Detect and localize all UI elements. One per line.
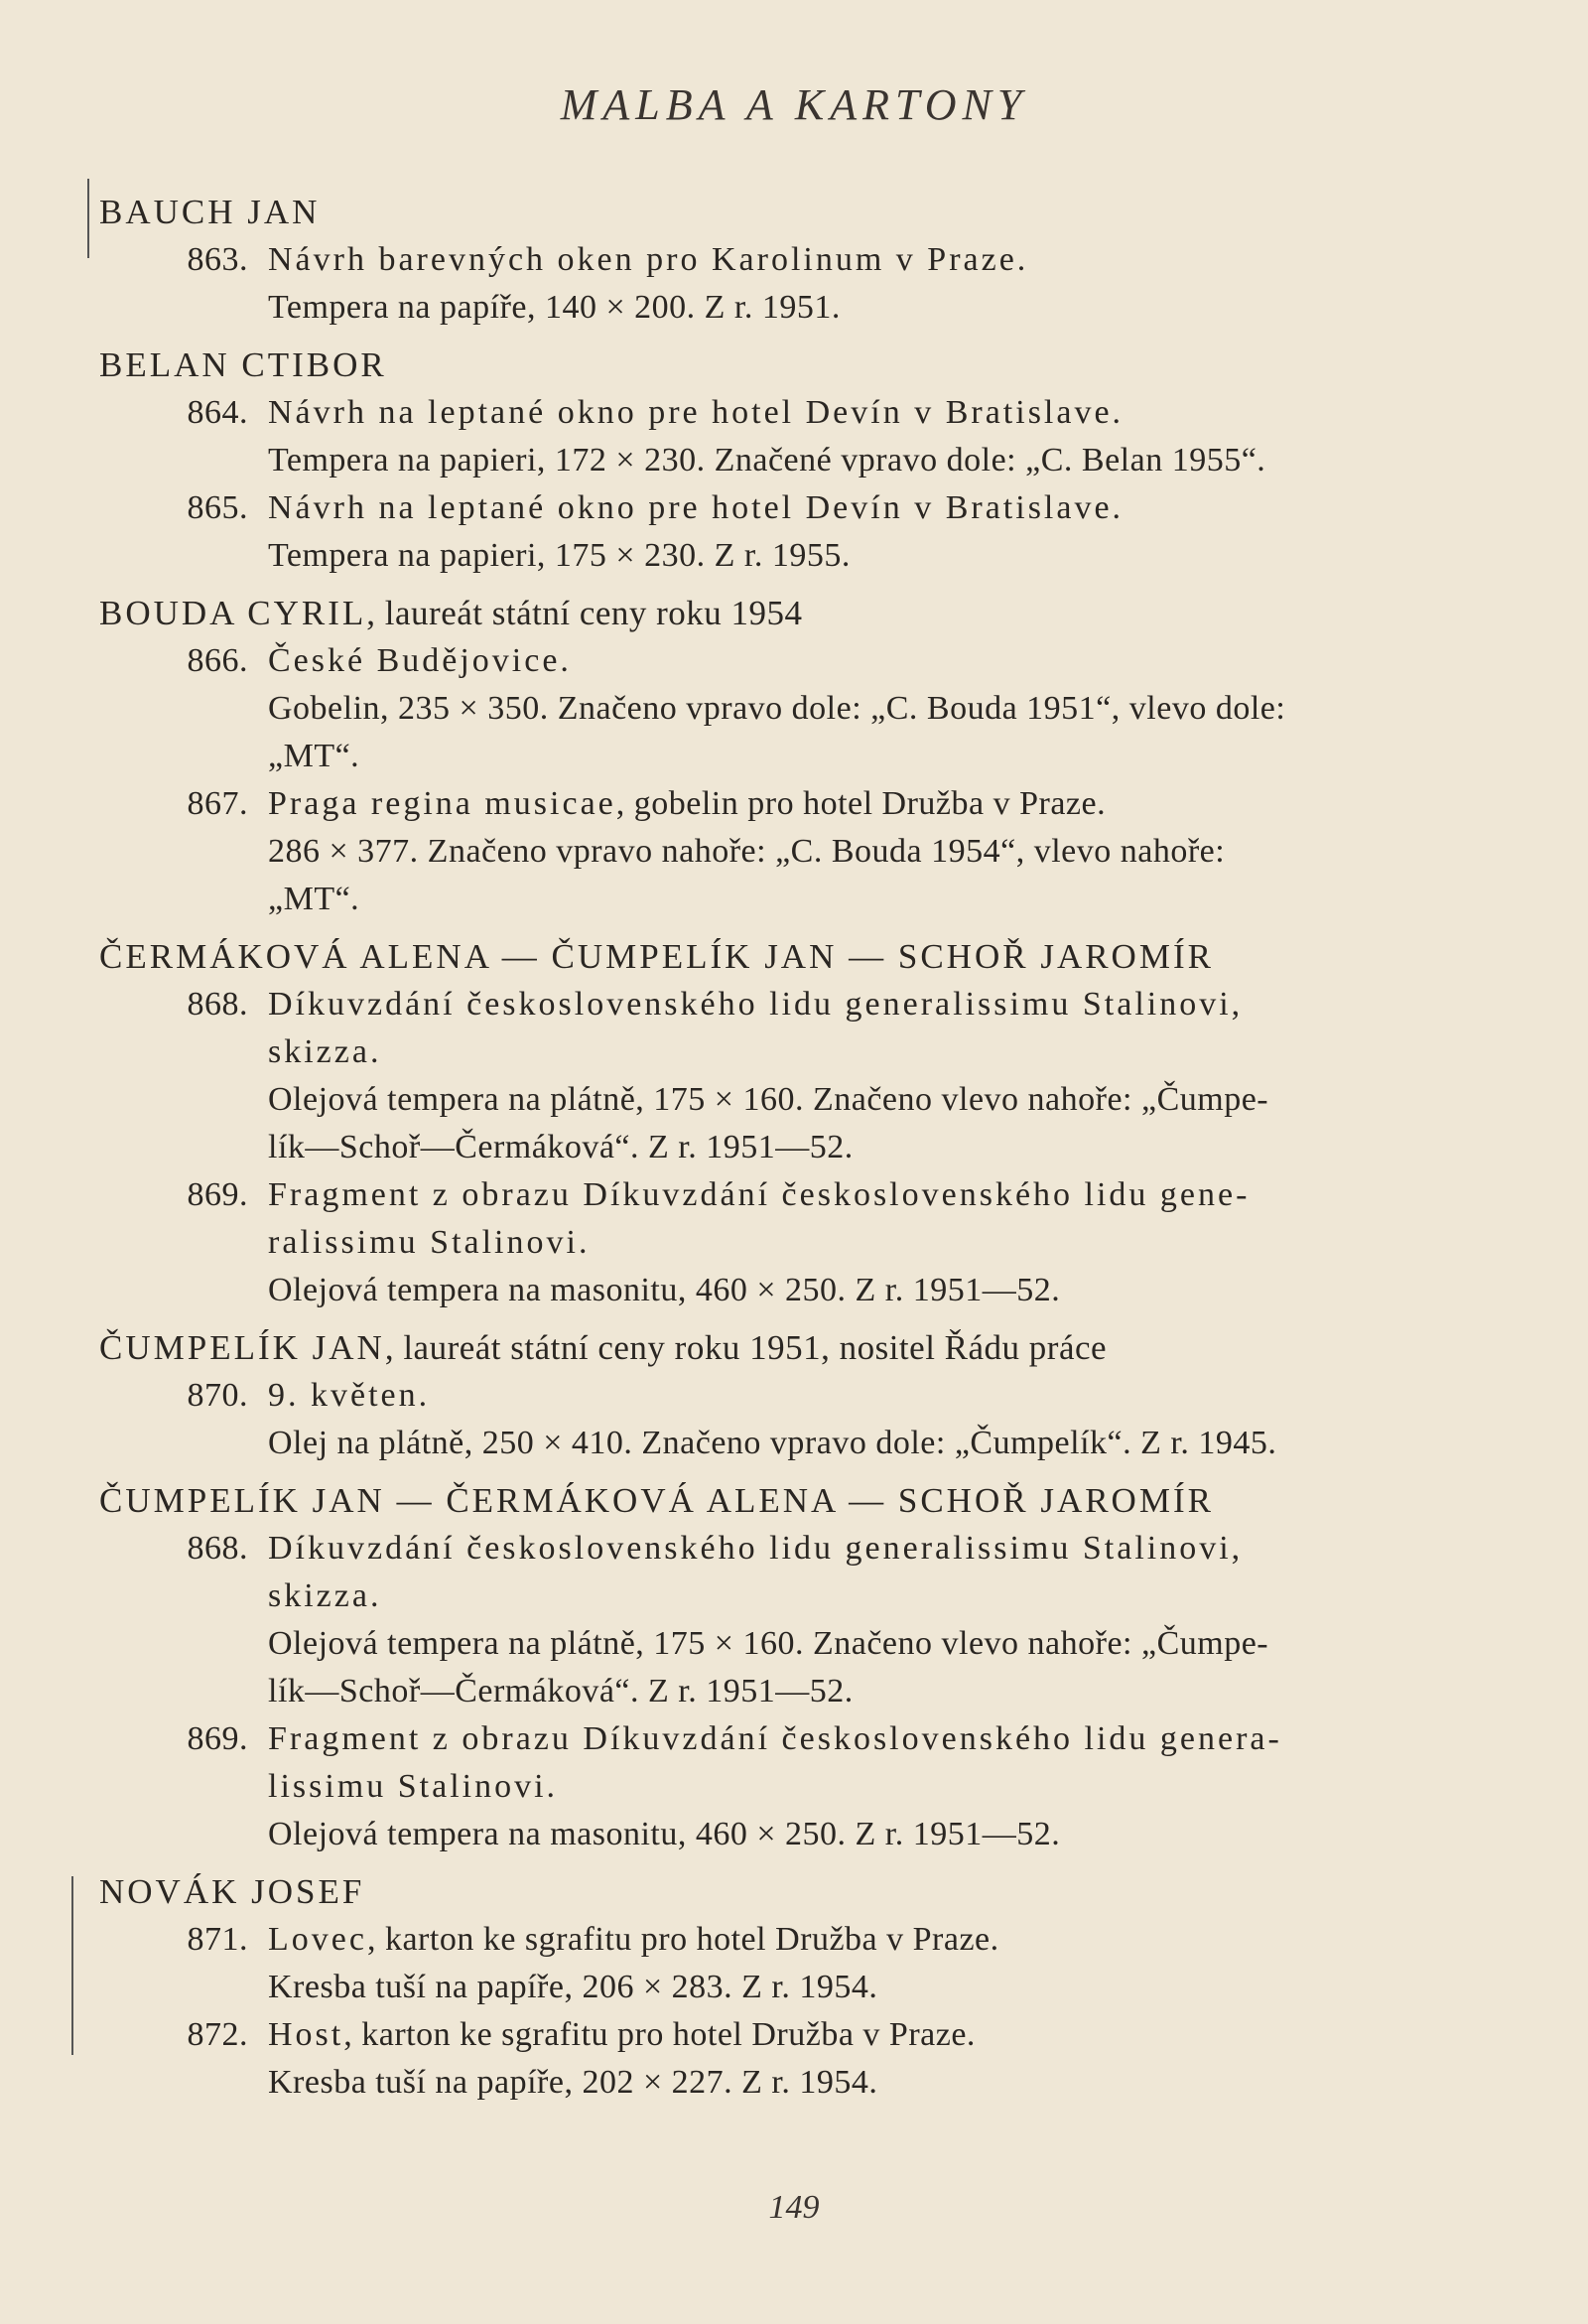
entry-detail: Olej na plátně, 250 × 410. Značeno vpravo dole: „Čumpelík“. Z r. 1945. (268, 1425, 1277, 1461)
entry-detail: Tempera na papíře, 140 × 200. Z r. 1951. (268, 289, 841, 326)
entry-detail: lík—Schoř—Čermáková“. Z r. 1951—52. (268, 1673, 854, 1709)
entry-title-line (268, 1171, 1519, 1219)
entry-title-line (268, 1916, 1519, 1964)
entry-title-line (268, 2011, 1519, 2059)
artist-heading (99, 189, 1519, 236)
catalog-entry (99, 1372, 1519, 1467)
catalog-content (99, 179, 1519, 2107)
entry-title: Praga regina musicae (268, 785, 616, 822)
entry-body (268, 1372, 1519, 1467)
entry-title: 9. květen. (268, 1377, 431, 1414)
entry-title: Díkuvzdání československého lidu generalissimu Stalinovi, (268, 1530, 1244, 1567)
entry-detail: Olejová tempera na plátně, 175 × 160. Značeno vlevo nahoře: „Čumpe- (268, 1625, 1269, 1662)
artist-name: ČUMPELÍK JAN — ČERMÁKOVÁ ALENA — SCHOŘ JAROMÍR (99, 1481, 1214, 1520)
entry-title-rest: , karton ke sgrafitu pro hotel Družba v Praze. (343, 2016, 976, 2053)
artist-heading (99, 933, 1519, 981)
entry-number: 863. (187, 241, 248, 278)
entry-body (268, 2011, 1519, 2107)
entry-number: 865. (187, 489, 248, 526)
entry-title-rest: , gobelin pro hotel Družba v Praze. (615, 785, 1107, 822)
entry-title-line (268, 780, 1519, 828)
entry-title-line (268, 1525, 1519, 1572)
catalog-entry (99, 1525, 1519, 1715)
artist-name: BAUCH JAN (99, 193, 321, 231)
artist-note: , laureát státní ceny roku 1951, nositel Řádu práce (384, 1328, 1108, 1367)
catalog-entry (99, 1171, 1519, 1314)
entry-title-line (268, 981, 1519, 1028)
entry-title-continuation: ralissimu Stalinovi. (268, 1224, 591, 1261)
entry-title-line (268, 484, 1519, 532)
entry-detail: 286 × 377. Značeno vpravo nahoře: „C. Bouda 1954“, vlevo nahoře: (268, 833, 1226, 870)
margin-pencil-mark (71, 1876, 73, 2055)
entry-title: Návrh na leptané okno pre hotel Devín v Bratislave. (268, 489, 1125, 526)
entry-number: 869. (187, 1720, 248, 1757)
entry-title-line (268, 389, 1519, 437)
entry-title-continuation: skizza. (268, 1577, 382, 1614)
catalog-entry (99, 780, 1519, 923)
artist-name: ČUMPELÍK JAN (99, 1328, 385, 1367)
catalog-entry (99, 1916, 1519, 2011)
entry-title-line (268, 236, 1519, 284)
entry-number: 866. (187, 642, 248, 679)
entry-detail: Tempera na papieri, 175 × 230. Z r. 1955. (268, 537, 851, 574)
entry-body (268, 1525, 1519, 1715)
entry-number: 871. (187, 1921, 248, 1958)
artist-heading (99, 1477, 1519, 1525)
artist-name: ČERMÁKOVÁ ALENA — ČUMPELÍK JAN — SCHOŘ JAROMÍR (99, 937, 1214, 976)
entry-detail: Kresba tuší na papíře, 206 × 283. Z r. 1954. (268, 1969, 878, 2005)
entry-detail: Olejová tempera na plátně, 175 × 160. Značeno vlevo nahoře: „Čumpe- (268, 1081, 1269, 1118)
artist-name: BOUDA CYRIL (99, 594, 367, 632)
entry-body (268, 1715, 1519, 1858)
entry-title-line (268, 637, 1519, 685)
page-number: 149 (768, 2189, 820, 2226)
entry-detail: Gobelin, 235 × 350. Značeno vpravo dole: „C. Bouda 1951“, vlevo dole: (268, 690, 1286, 727)
entry-title: České Budějovice. (268, 642, 572, 679)
entry-body (268, 1916, 1519, 2011)
catalog-entry (99, 637, 1519, 780)
running-head: MALBA A KARTONY (560, 80, 1028, 129)
artist-name: BELAN CTIBOR (99, 345, 387, 384)
entry-title-rest: , karton ke sgrafitu pro hotel Družba v Praze. (366, 1921, 999, 1958)
entry-body (268, 484, 1519, 580)
entry-detail: Olejová tempera na masonitu, 460 × 250. Z r. 1951—52. (268, 1272, 1061, 1308)
entry-number: 864. (187, 394, 248, 431)
entry-title: Lovec (268, 1921, 367, 1958)
entry-number: 870. (187, 1377, 248, 1414)
entry-title: Díkuvzdání československého lidu generalissimu Stalinovi, (268, 986, 1244, 1023)
entry-detail: Olejová tempera na masonitu, 460 × 250. Z r. 1951—52. (268, 1816, 1061, 1852)
entry-body (268, 1171, 1519, 1314)
artist-heading (99, 1868, 1519, 1916)
artist-note: , laureát státní ceny roku 1954 (366, 594, 803, 632)
entry-title-continuation: skizza. (268, 1033, 382, 1070)
entry-title: Návrh na leptané okno pre hotel Devín v Bratislave. (268, 394, 1125, 431)
entry-body (268, 389, 1519, 484)
entry-body (268, 780, 1519, 923)
catalog-entry (99, 236, 1519, 332)
entry-number: 868. (187, 1530, 248, 1567)
artist-heading (99, 1324, 1519, 1372)
artist-name: NOVÁK JOSEF (99, 1872, 365, 1911)
entry-body (268, 981, 1519, 1171)
entry-title: Fragment z obrazu Díkuvzdání československého lidu genera- (268, 1720, 1282, 1757)
entry-number: 872. (187, 2016, 248, 2053)
entry-detail: „MT“. (268, 738, 360, 774)
entry-title: Fragment z obrazu Díkuvzdání československého lidu gene- (268, 1176, 1251, 1213)
catalog-entry (99, 981, 1519, 1171)
entry-detail: Kresba tuší na papíře, 202 × 227. Z r. 1954. (268, 2064, 878, 2101)
catalog-entry (99, 2011, 1519, 2107)
margin-pencil-mark (87, 179, 89, 258)
entry-body (268, 236, 1519, 332)
entry-number: 867. (187, 785, 248, 822)
entry-body (268, 637, 1519, 780)
entry-title-line (268, 1372, 1519, 1420)
entry-title: Návrh barevných oken pro Karolinum v Praze. (268, 241, 1029, 278)
entry-title: Host (268, 2016, 344, 2053)
entry-detail: Tempera na papieri, 172 × 230. Značené vpravo dole: „C. Belan 1955“. (268, 442, 1266, 478)
catalog-entry (99, 1715, 1519, 1858)
entry-title-continuation: lissimu Stalinovi. (268, 1768, 559, 1805)
entry-detail: lík—Schoř—Čermáková“. Z r. 1951—52. (268, 1129, 854, 1165)
entry-number: 869. (187, 1176, 248, 1213)
entry-detail: „MT“. (268, 881, 360, 917)
catalog-entry (99, 484, 1519, 580)
artist-heading (99, 590, 1519, 637)
entry-number: 868. (187, 986, 248, 1023)
entry-title-line (268, 1715, 1519, 1763)
catalog-entry (99, 389, 1519, 484)
artist-heading (99, 342, 1519, 389)
